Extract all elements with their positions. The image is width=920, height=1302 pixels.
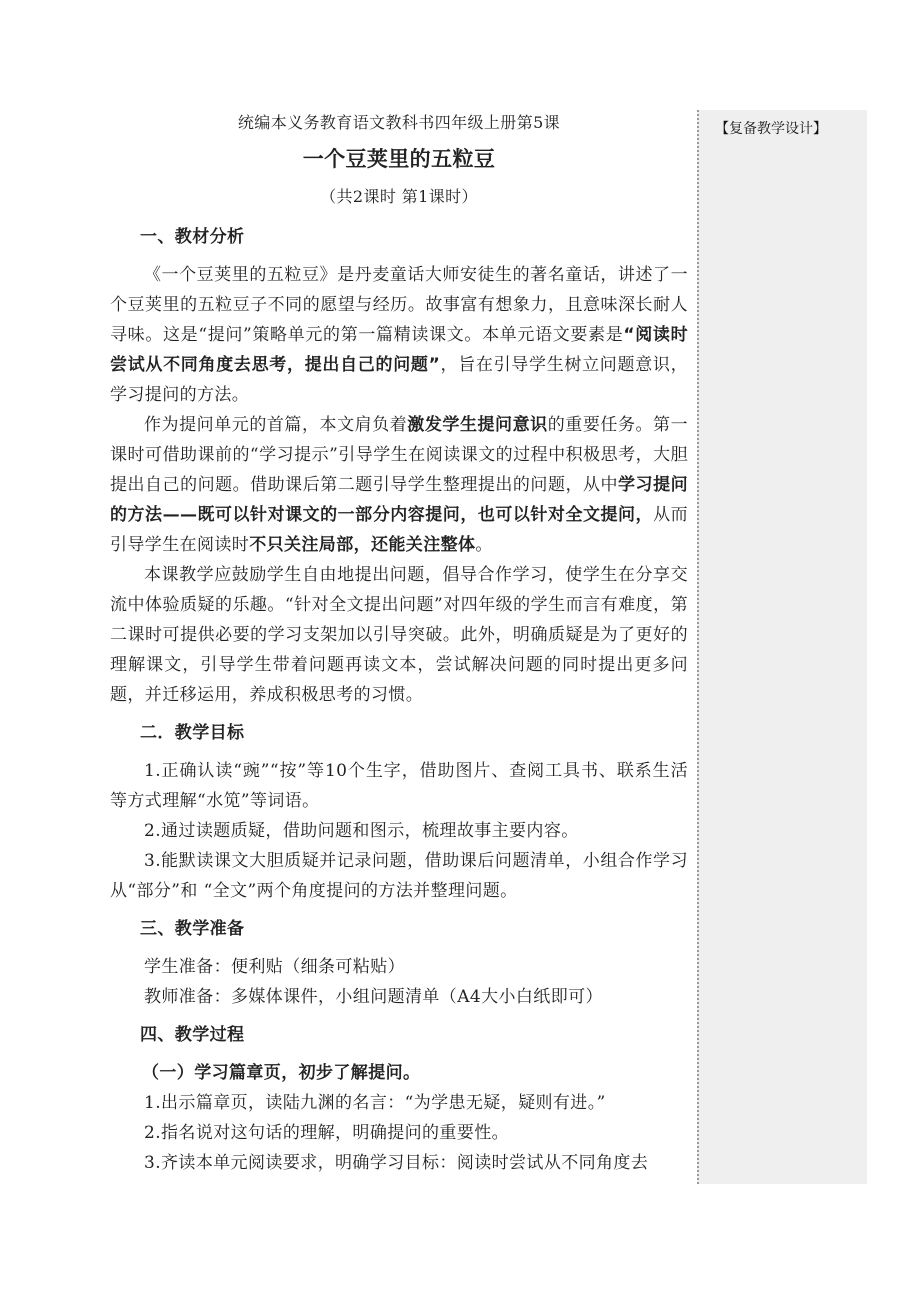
text-run: 《一个豆荚里的五粒豆》是丹麦童话大师安徒生的著名童话，讲述了一个豆荚里的五粒豆子不同的愿望与经历。故事富有想象力，且意味深长耐人寻味。这是“提问”策略单元的第一篇精读课文。本单元语文要素是 (110, 265, 688, 345)
process-subheading: （一）学习篇章页，初步了解提问。 (142, 1063, 421, 1083)
lesson-plan-main (110, 108, 688, 1178)
section-heading-process: 四、教学过程 (140, 1025, 245, 1045)
section-heading-goals: 二．教学目标 (140, 723, 245, 743)
goal-item: 3.能默读课文大胆质疑并记录问题，借助课后问题清单，小组合作学习从“部分”和 “全文”两个角度提问的方法并整理问题。 (110, 851, 688, 901)
process-item: 3.齐读本单元阅读要求，明确学习目标：阅读时尝试从不同角度去 (144, 1153, 649, 1173)
text-run: 作为提问单元的首篇，本文肩负着 (144, 415, 408, 435)
bold-text: 学习提问的方法——既可以针对课文的一部分内容提问，也可以针对全文提问， (110, 475, 688, 525)
session-info: （共2课时 第1课时） (320, 187, 478, 206)
section-heading-analysis: 一、教材分析 (140, 227, 245, 247)
bold-text: “阅读时尝试从不同角度去思考，提出自己的问题” (110, 325, 688, 375)
prep-student: 学生准备：便利贴（细条可粘贴） (144, 957, 405, 977)
sidebar-title: 【复备教学设计】 (715, 121, 827, 137)
process-item: 2.指名说对这句话的理解，明确提问的重要性。 (144, 1123, 510, 1143)
analysis-paragraph-1 (110, 260, 688, 410)
goal-item: 2.通过读题质疑，借助问题和图示，梳理故事主要内容。 (144, 821, 579, 841)
process-item: 1.出示篇章页，读陆九渊的名言：“为学患无疑，疑则有进。” (144, 1093, 606, 1113)
lesson-title: 一个豆荚里的五粒豆 (302, 147, 496, 171)
text-run: 的重要任务。第一课时可借助课前的“学习提示”引导学生在阅读课文的过程中积极思考，大胆提出自己的问题。借助课后第二题引导学生整理提出的问题，从中 (110, 415, 689, 495)
process-list (110, 1088, 688, 1178)
bold-text: 激发学生提问意识 (407, 415, 548, 435)
prep-teacher: 教师准备：多媒体课件，小组问题清单（A4大小白纸即可） (144, 987, 603, 1007)
goals-list (110, 756, 688, 906)
text-run: 。 (475, 535, 493, 555)
section-heading-prep: 三、教学准备 (140, 919, 245, 939)
analysis-paragraph-3: 本课教学应鼓励学生自由地提出问题，倡导合作学习，使学生在分享交流中体验质疑的乐趣。“针对全文提出问题”对四年级的学生而言有难度，第二课时可提供必要的学习支架加以引导突破。此外，明确质疑是为了更好的理解课文，引导学生带着问题再读文本，尝试解决问题的同时提出更多问题，并迁移运用，养成积极思考的习惯。 (110, 565, 688, 705)
text-run: ，旨在引导学生树立问题意识，学习提问的方法。 (110, 355, 688, 405)
revision-notes-sidebar (697, 110, 867, 1184)
bold-text: 不只关注局部，还能关注整体 (249, 535, 476, 555)
text-run: 从而引导学生在阅读时 (110, 505, 688, 555)
textbook-series: 统编本义务教育语文教科书四年级上册第5课 (237, 113, 561, 132)
analysis-paragraph-2 (110, 410, 688, 560)
goal-item: 1.正确认读“豌”“按”等10个生字，借助图片、查阅工具书、联系生活等方式理解“水笕”等词语。 (110, 761, 688, 811)
